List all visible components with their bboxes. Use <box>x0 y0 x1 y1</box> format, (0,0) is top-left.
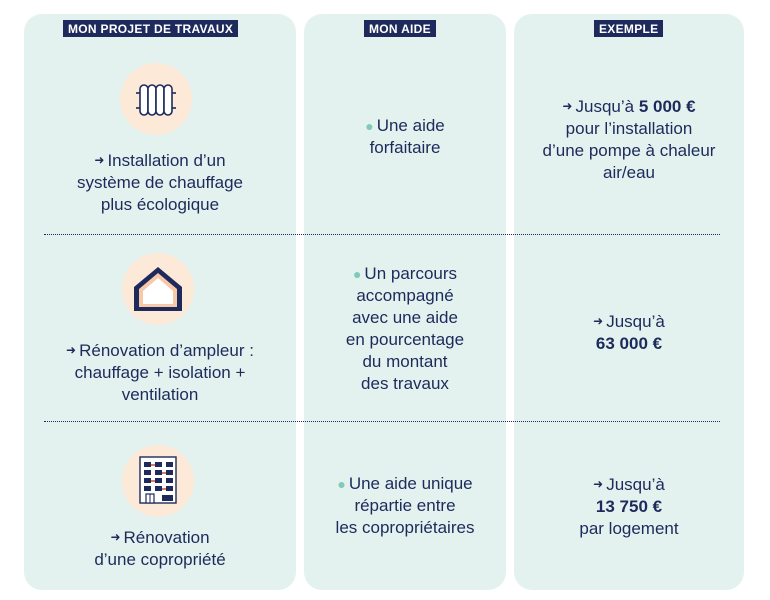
row3-projet-text: ➜ Rénovation d’une copropriété <box>94 528 226 569</box>
bullet-dot-icon: ● <box>352 266 362 282</box>
row2-aide-text: ● Un parcours accompagné avec une aide en pourcentage du montant des travaux <box>345 264 465 393</box>
row1-projet-text: ➜ Installation d’un système de chauffage plus écologique <box>76 151 243 214</box>
row2-projet-text: ➜ Rénovation d’ampleur : chauffage + isolation + ventilation <box>66 341 254 404</box>
row2-exemple-text: ➜ Jusqu’à 63 000 € <box>593 312 665 353</box>
row1-aide-text: ● Une aide forfaitaire <box>365 116 445 157</box>
bullet-dot-icon: ● <box>365 118 374 134</box>
row-separator-1 <box>44 234 720 235</box>
arrow-icon: ➜ <box>66 343 77 357</box>
row3-aide-text: ● Une aide unique répartie entre les copropriétaires <box>335 474 475 537</box>
arrow-icon: ➜ <box>562 99 573 113</box>
row-separator-2 <box>44 421 720 422</box>
header-aide: MON AIDE <box>364 20 436 37</box>
row1-exemple-text: ➜ Jusqu’à 5 000 € pour l’installation d’une pompe à chaleur air/eau <box>542 97 716 182</box>
header-exemple: EXEMPLE <box>594 20 663 37</box>
house-insulation-icon <box>122 253 194 325</box>
arrow-icon: ➜ <box>593 314 604 328</box>
row3-exemple-text: ➜ Jusqu’à 13 750 € par logement <box>579 475 679 538</box>
arrow-icon: ➜ <box>110 530 121 544</box>
bullet-dot-icon: ● <box>337 476 346 492</box>
radiator-icon <box>120 63 192 135</box>
apartment-building-icon <box>122 445 194 517</box>
arrow-icon: ➜ <box>94 153 105 167</box>
header-projet: MON PROJET DE TRAVAUX <box>63 20 238 37</box>
arrow-icon: ➜ <box>593 477 604 491</box>
